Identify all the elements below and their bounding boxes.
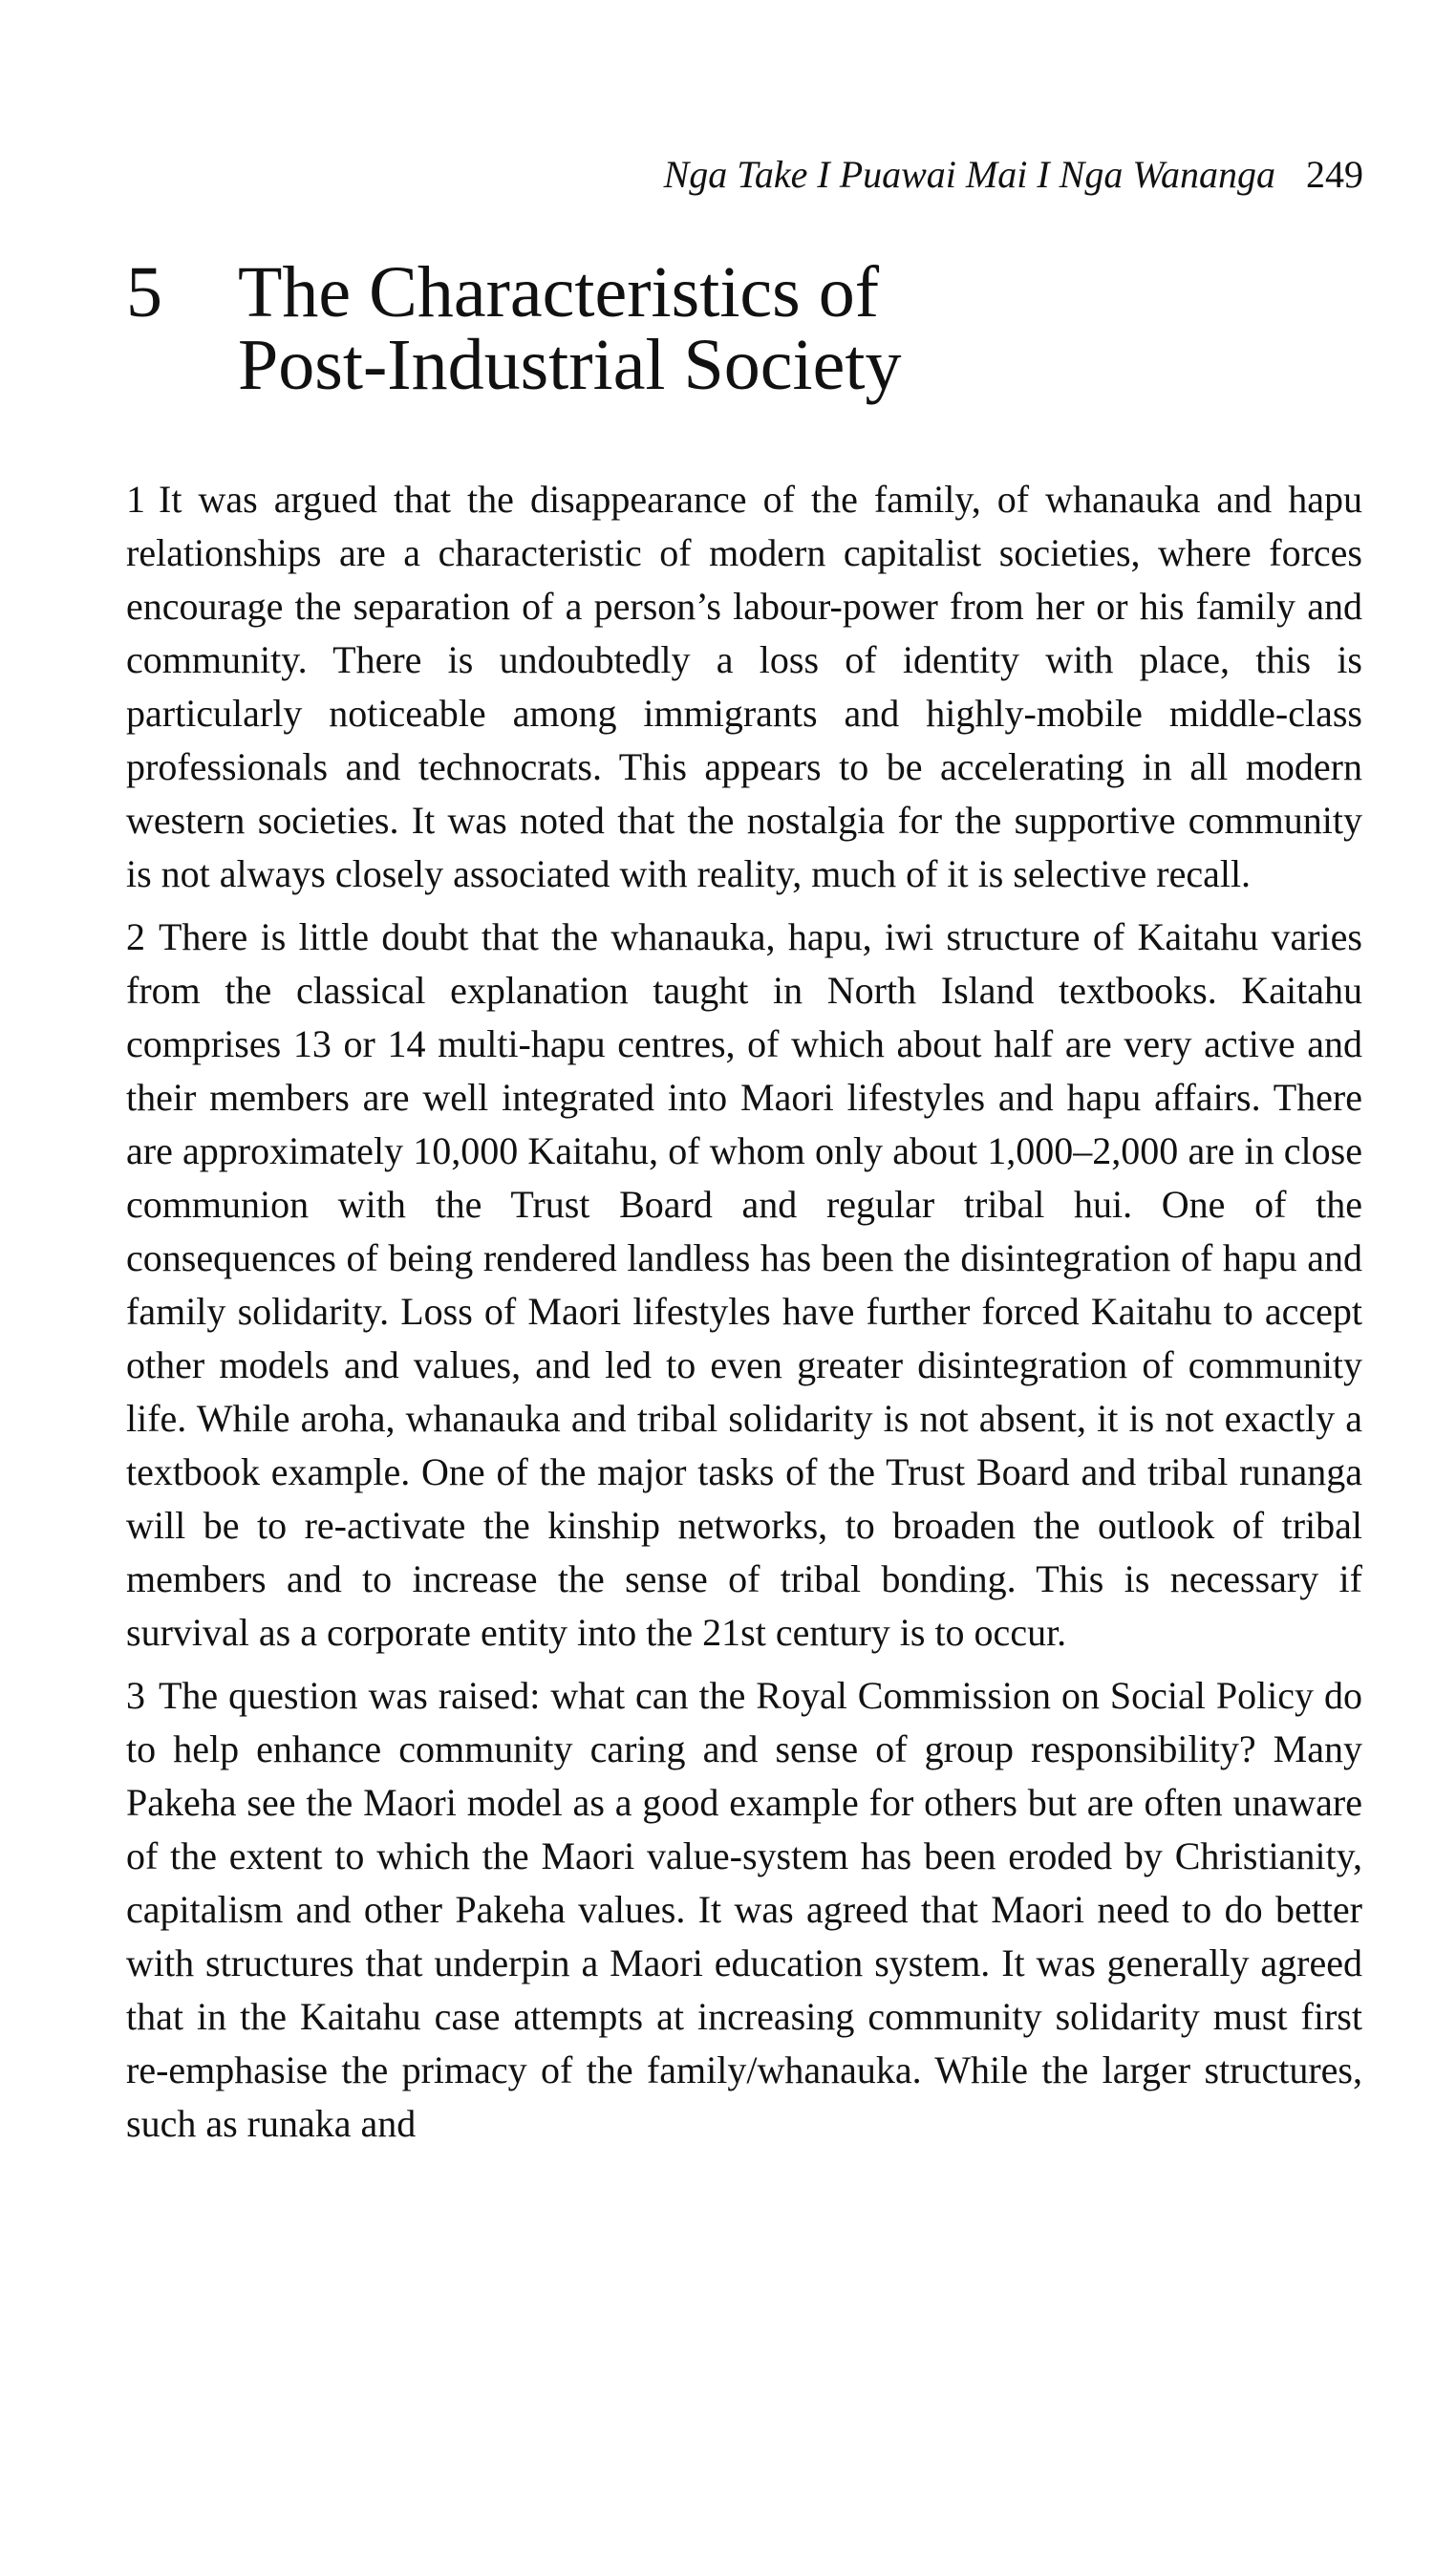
- chapter-number: 5: [126, 252, 162, 332]
- paragraph-3: [126, 1669, 1362, 2151]
- running-head: [663, 153, 1363, 196]
- paragraph-2: [126, 911, 1362, 1660]
- chapter-title: [238, 252, 1174, 405]
- paragraph-number: 1: [126, 478, 145, 521]
- chapter-title-line-1: The Characteristics of: [238, 252, 880, 332]
- paragraph-text: The question was raised: what can the Royal Commission on Social Policy do to help enhance community caring and sense of group responsibility? Many Pakeha see the Maori model as a good example for others but are often unaware of the extent to which the Maori value-system has been eroded by Christianity, capitalism and other Pakeha values. It was agreed that Maori need to do better with structures that underpin a Maori education system. It was generally agreed that in the Kaitahu case attempts at increasing community solidarity must first re-emphasise the primacy of the family/whanauka. While the larger structures, such as runaka and: [126, 1674, 1362, 2145]
- running-head-title: Nga Take I Puawai Mai I Nga Wananga: [663, 153, 1275, 196]
- paragraph-text: There is little doubt that the whanauka, hapu, iwi structure of Kaitahu varies from the classical explanation taught in North Island textbooks. Kaitahu comprises 13 or 14 multi-hapu centres, of which about half are very active and their members are well integrated into Maori lifestyles and hapu affairs. There are approximately 10,000 Kaitahu, of whom only about 1,000–2,000 are in close communion with the Trust Board and regular tribal hui. One of the consequences of being rendered landless has been the disintegration of hapu and family solidarity. Loss of Maori lifestyles have further forced Kaitahu to accept other models and values, and led to even greater disintegration of community life. While aroha, whanauka and tribal solidarity is not absent, it is not exactly a textbook example. One of the major tasks of the Trust Board and tribal runanga will be to re-activate the kinship networks, to broaden the outlook of tribal members and to increase the sense of tribal bonding. This is necessary if survival as a corporate entity into the 21st century is to occur.: [126, 915, 1362, 1654]
- page-number: 249: [1306, 153, 1363, 196]
- paragraph-text: It was argued that the disappearance of the family, of whanauka and hapu relationships are a characteristic of modern capitalist societies, where forces encourage the separation of a person’s labour-power from her or his family and community. There is undoubtedly a loss of identity with place, this is particularly noticeable among immigrants and highly-mobile middle-class professionals and technocrats. This appears to be accelerating in all modern western societies. It was noted that the nostalgia for the supportive community is not always closely associated with reality, much of it is selective recall.: [126, 478, 1362, 895]
- paragraph-number: 2: [126, 915, 145, 958]
- body-text: [126, 473, 1362, 2160]
- paragraph-1: [126, 473, 1362, 901]
- chapter-title-line-2: Post-Industrial Society: [238, 325, 902, 405]
- paragraph-number: 3: [126, 1674, 145, 1717]
